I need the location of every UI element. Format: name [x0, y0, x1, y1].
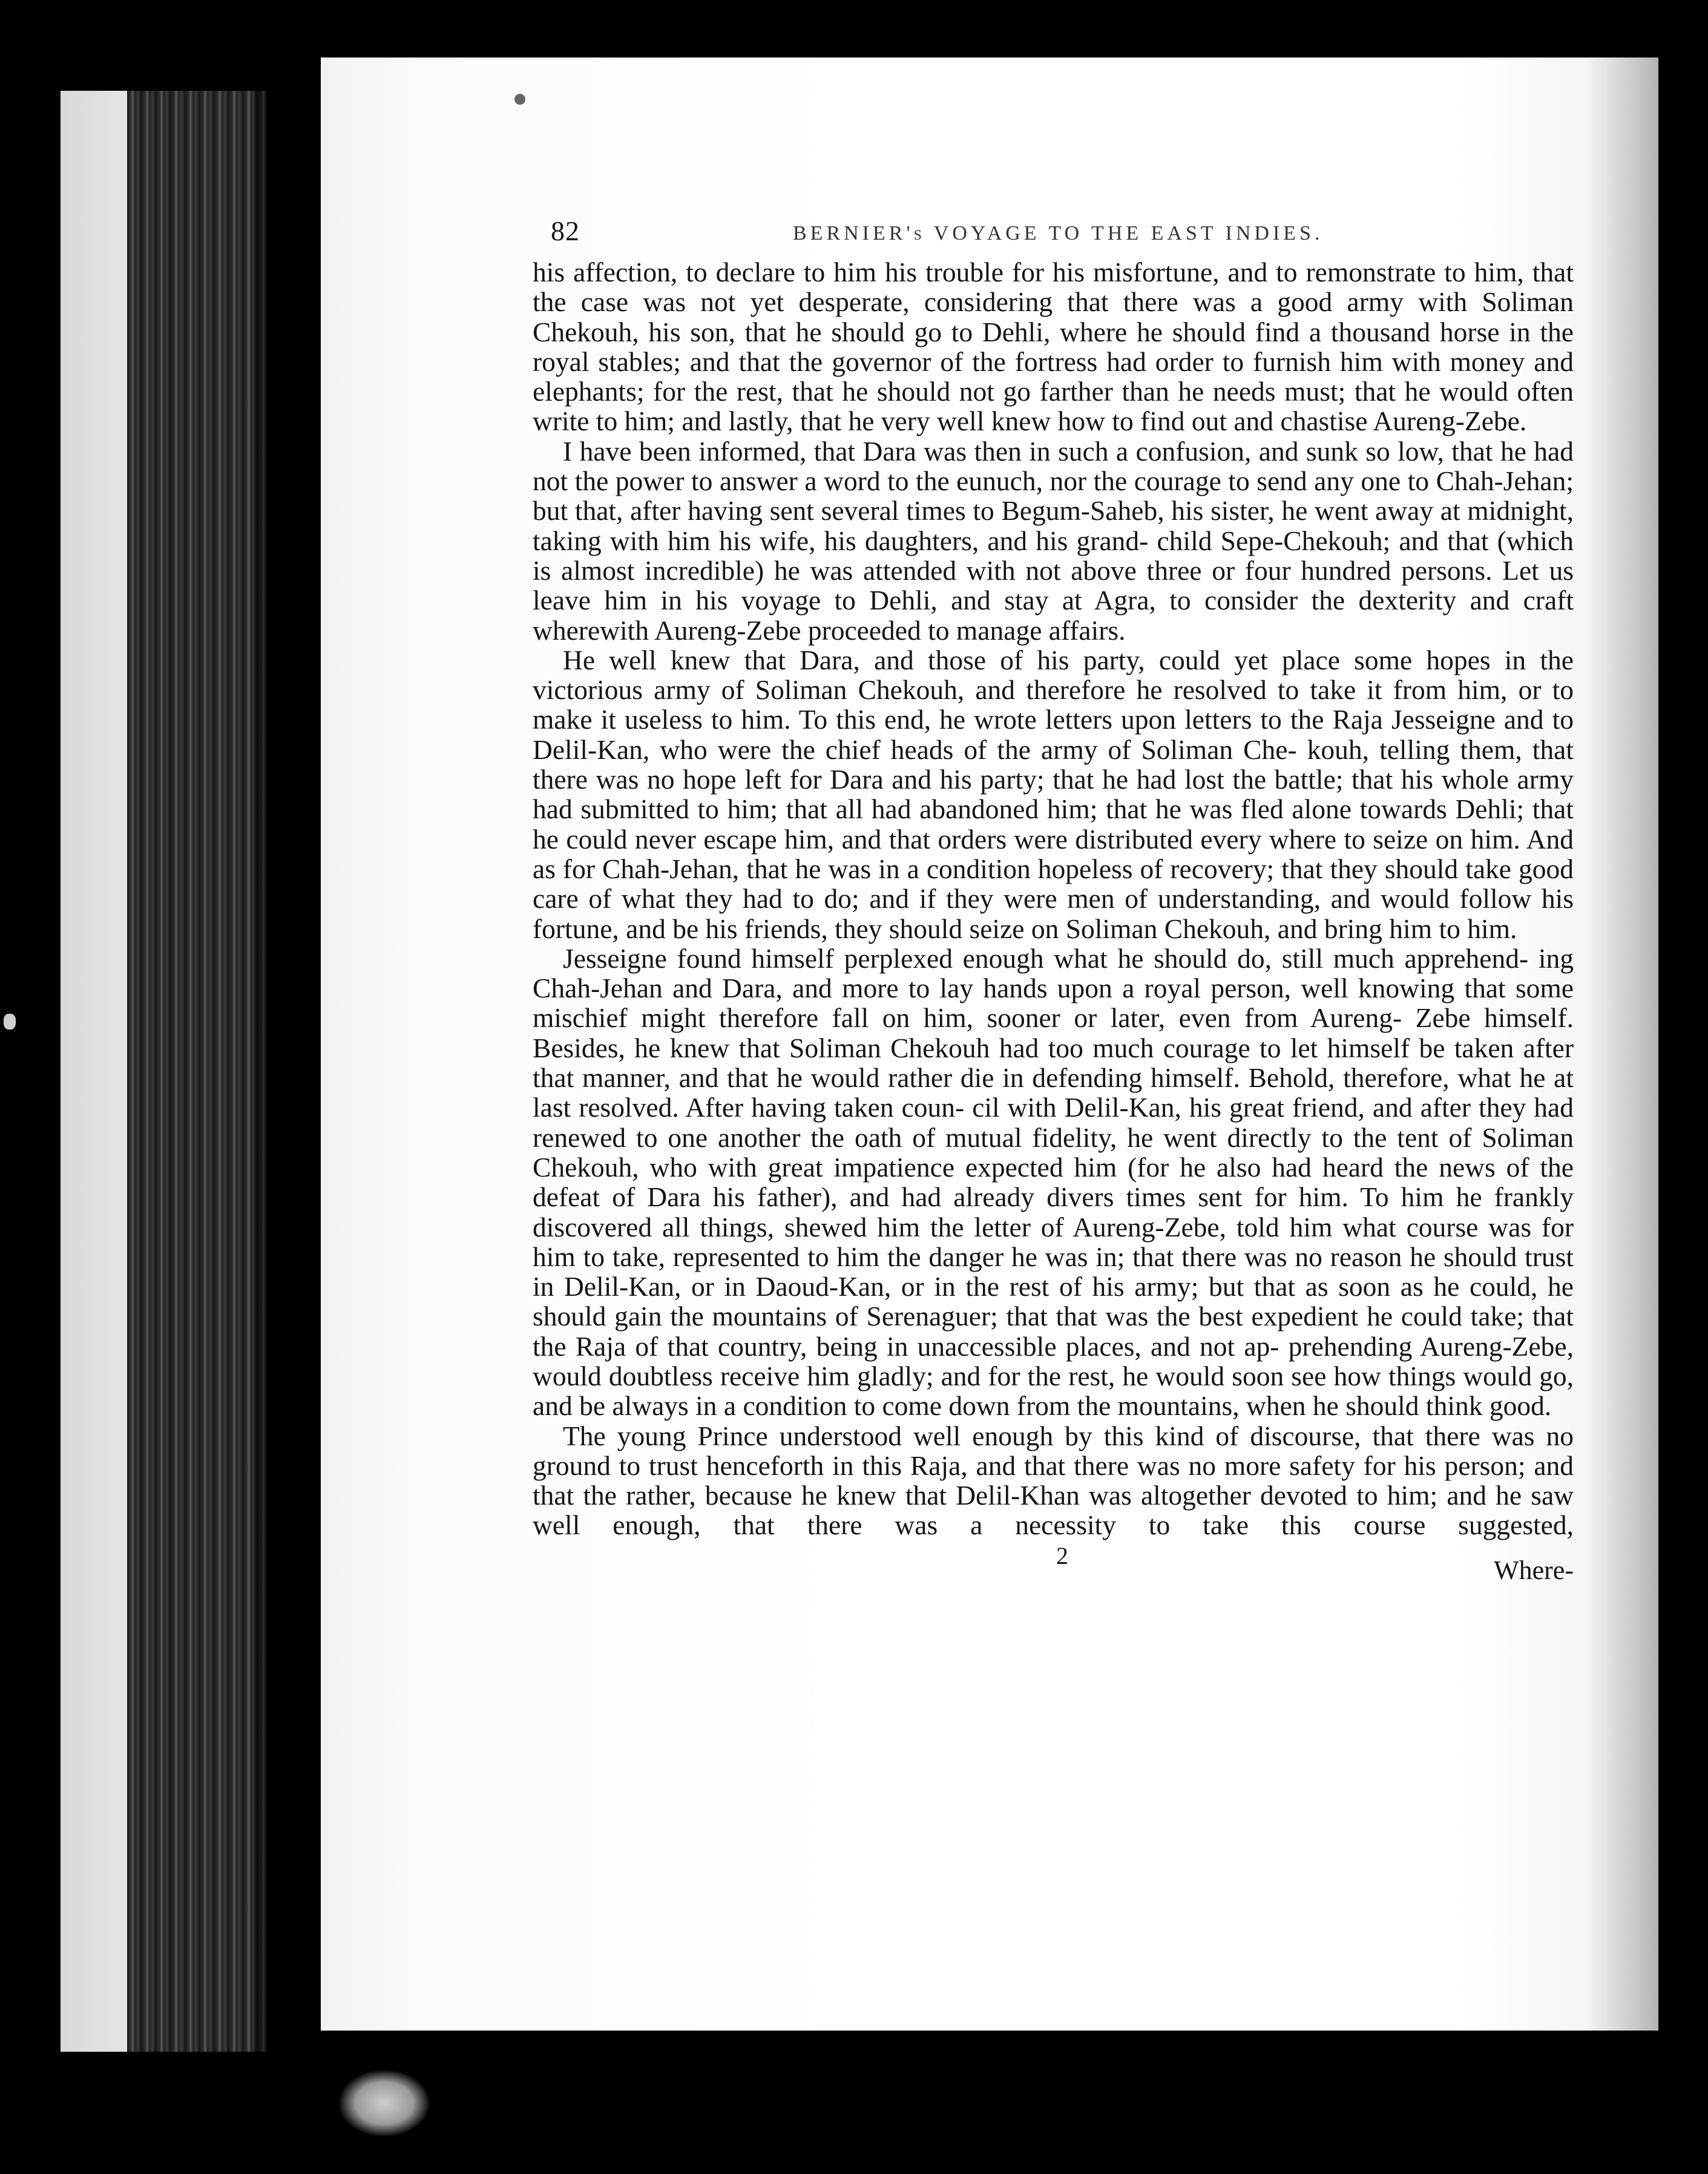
text-line: things, shewed him the letter of Aureng-Zebe, told him what course was for him to	[533, 1211, 1574, 1272]
text-line: manage affairs.	[956, 614, 1126, 646]
paragraph	[533, 645, 1574, 944]
text-line: he was in a condition hopeless of recovery; that they should take good care of what	[533, 853, 1574, 915]
text-line: stay at Agra, to consider the dexterity and craft wherewith Aureng-Zebe proceeded to	[533, 585, 1574, 646]
text-line: kouh, telling them, that there was no hope left for Dara and his party; that he had	[533, 734, 1574, 795]
text-line: he could, he should gain the mountains of Serenaguer; that that was the best expedient	[533, 1271, 1574, 1332]
text-line: cil with Delil-Kan, his great friend, and after they had renewed to one another the	[533, 1092, 1574, 1153]
text-line: that the case was not yet desperate, considering that there was a good army with Soliman	[533, 257, 1574, 318]
text-line: I have been informed, that Dara was then in such a confusion, and sunk so low, that	[563, 435, 1493, 467]
text-line: he could take; that the Raja of that country, being in unaccessible places, and not ap-	[533, 1301, 1574, 1362]
catchword: Where-	[1494, 1555, 1574, 1585]
text-line: him.	[1467, 913, 1517, 944]
text-line: oath of mutual fidelity, he went directly to the tent of Soliman Chekouh, who with	[533, 1121, 1574, 1183]
signature-mark: 2	[1056, 1542, 1068, 1569]
scan-speck	[514, 94, 525, 105]
running-title: BERNIER's VOYAGE TO THE EAST INDIES.	[793, 222, 1324, 245]
text-line: Zebe himself. Besides, he knew that Soliman Chekouh had too much courage to	[533, 1002, 1574, 1063]
text-line: Jesseigne found himself perplexed enough what he should do, still much apprehend-	[563, 942, 1529, 974]
text-line: find out and chastise Aureng-Zebe.	[1140, 406, 1527, 437]
paragraph	[533, 944, 1574, 1421]
text-line: father), and had already divers times sent for him. To him he frankly discovered all	[533, 1181, 1574, 1243]
text-line: The young Prince understood well enough by this kind of discourse, that there was	[563, 1420, 1535, 1451]
text-line: him; that he was fled alone towards Dehli; that he could never escape him, and that	[533, 793, 1574, 855]
text-line: the mountains, when he should think good.	[1077, 1390, 1552, 1422]
paragraph	[533, 1421, 1574, 1540]
text-line: would soon see how things would go, and be always in a condition to come down from	[533, 1360, 1574, 1422]
text-line: Jesseigne and to Delil-Kan, who were the chief heads of the army of Soliman Che-	[533, 704, 1574, 765]
text-line: ing Chah-Jehan and Dara, and more to lay hands upon a royal person, well knowing	[533, 942, 1574, 1004]
paragraph	[533, 436, 1574, 645]
text-line: take, represented to him the danger he was in; that there was no reason he should	[612, 1241, 1517, 1272]
text-line: his affection, to declare to him his trouble for his misfortune, and to remonstrate to him,	[533, 257, 1524, 287]
text-line: to Chah-Jehan; but that, after having sent several times to Begum-Saheb, his sister,	[533, 465, 1574, 527]
text-line: in the royal stables; and that the governor of the fortress had order to furnish him	[533, 316, 1574, 377]
text-line: orders were distributed every where to seize on him. And as for Chah-Jehan, that	[533, 823, 1574, 884]
book-binding-edge	[127, 91, 266, 2052]
text-line: great impatience expected him (for he also had heard the news of the defeat of Dara his	[533, 1151, 1574, 1213]
page-footer	[533, 1540, 1574, 1583]
text-line: he went away at midnight, taking with him his wife, his daughters, and his grand-	[533, 495, 1574, 556]
page-edge-shadow	[1586, 57, 1658, 2031]
text-line: he had not the power to answer a word to the eunuch, nor the courage to send any one	[533, 435, 1574, 497]
text-line: above three or four hundred persons. Let us leave him in his voyage to Dehli, and	[533, 554, 1574, 616]
text-line: victorious army of Soliman Chekouh, and therefore he resolved to take it from him,	[533, 674, 1508, 706]
paragraph	[533, 257, 1574, 436]
scan-speck	[4, 1014, 16, 1030]
text-line: that some mischief might therefore fall on him, sooner or later, even from Aureng-	[533, 973, 1574, 1034]
running-head	[533, 215, 1574, 257]
text-line: fortune, and be his friends, they should seize on Soliman Chekouh, and bring him to	[533, 913, 1460, 944]
text-line: no ground to trust henceforth in this Raja, and that there was no more safety for his	[533, 1420, 1574, 1481]
text-line: He well knew that Dara, and those of his party, could yet place some hopes in the	[563, 644, 1574, 675]
page-number: 82	[551, 215, 580, 246]
page-text	[533, 215, 1574, 1583]
text-line: or to make it useless to him. To this end, he wrote letters upon letters to the Raja	[533, 674, 1574, 735]
scan-smudge	[339, 2070, 430, 2136]
text-line: let himself be taken after that manner, and that he would rather die in defending	[533, 1032, 1574, 1094]
text-line: person; and that the rather, because he knew that Delil-Khan was altogether devoted	[533, 1450, 1574, 1511]
text-line: to him; and he saw well enough, that there was a necessity to take this course suggested,	[533, 1480, 1574, 1541]
text-line: with money and elephants; for the rest, that he should not go farther than he needs	[533, 346, 1574, 407]
text-line: they had to do; and if they were men of understanding, and would follow his	[685, 883, 1574, 915]
text-line: trust in Delil-Kan, or in Daoud-Kan, or in the rest of his army; but that as soon as	[533, 1241, 1574, 1302]
text-line: must; that he would often write to him; and lastly, that he very well knew how to	[533, 376, 1574, 437]
binding-shadow	[254, 91, 327, 2052]
text-line: Chekouh, his son, that he should go to Dehli, where he should find a thousand horse	[533, 316, 1500, 347]
text-line: child Sepe-Chekouh; and that (which is almost incredible) he was attended with not	[533, 525, 1574, 586]
text-line: prehending Aureng-Zebe, would doubtless receive him gladly; and for the rest, he	[533, 1330, 1574, 1391]
text-line: lost the battle; that his whole army had submitted to him; that all had abandoned	[533, 764, 1574, 825]
text-line: himself. Behold, therefore, what he at last resolved. After having taken coun-	[533, 1062, 1574, 1123]
